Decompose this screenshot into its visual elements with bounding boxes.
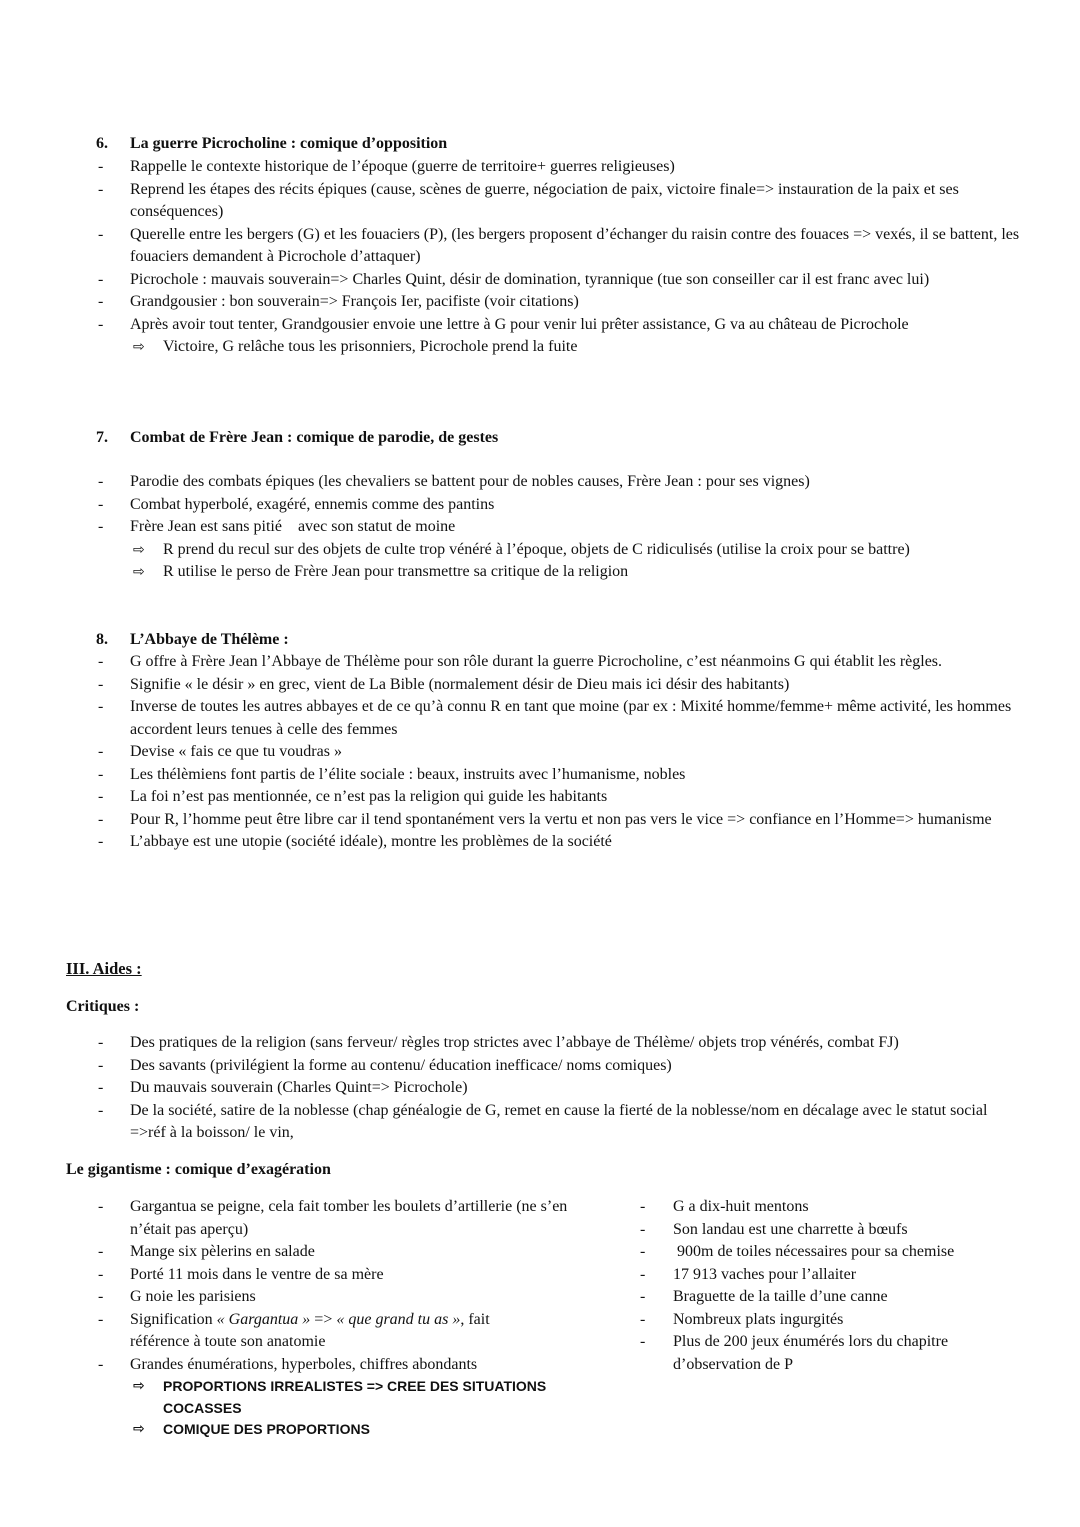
arrow-item: ⇨ R prend du recul sur des objets de culte trop vénéré à l’époque, objets de C ridiculisés (utilise la croix pour se battre) (0, 539, 1023, 562)
aides-heading: III. Aides : (66, 959, 142, 978)
section-number: 8. (96, 631, 108, 648)
arrow-icon: ⇨ (133, 1421, 145, 1437)
list-item: - Reprend les étapes des récits épiques (cause, scènes de guerre, négociation de paix, victoire finale=> instauration de la paix et ses conséquences) (98, 180, 959, 220)
list-item: - Frère Jean est sans pitié avec son statut de moine (98, 518, 456, 535)
list-item: - Mange six pèlerins en salade (98, 1243, 315, 1260)
section-title: L’Abbaye de Thélème : (130, 631, 289, 648)
list-item: - Gargantua se peigne, cela fait tomber les boulets d’artillerie (ne s’en n’était pas aperçu) (98, 1198, 568, 1238)
list-item: - G a dix-huit mentons (640, 1198, 809, 1215)
section-8-list (0, 651, 1020, 854)
list-item: - Rappelle le contexte historique de l’époque (guerre de territoire+ guerres religieuses) (98, 158, 675, 175)
list-item: - Du mauvais souverain (Charles Quint=> Picrochole) (98, 1079, 468, 1096)
arrow-item: ⇨ Victoire, G relâche tous les prisonniers, Picrochole prend la fuite (0, 336, 1023, 359)
list-item: - Querelle entre les bergers (G) et les fouaciers (P), (les bergers proposent d’échanger du raisin contre des fouaces => vexés, il se battent, les fouaciers demandent à Picrochole d’attaquer) (98, 225, 1020, 265)
list-item: - Picrochole : mauvais souverain=> Charles Quint, désir de domination, tyrannique (tue son conseiller car il est franc avec lui) (98, 270, 930, 288)
arrow-item: ⇨ COMIQUE DES PROPORTIONS (0, 1419, 603, 1441)
list-item: - Grandes énumérations, hyperboles, chiffres abondants (98, 1355, 478, 1373)
section-7-list (0, 471, 1023, 584)
arrow-item: ⇨ PROPORTIONS IRREALISTES => CREE DES SITUATIONS COCASSES (133, 1378, 547, 1416)
critiques-list (0, 1032, 1020, 1145)
list-item: - Signifie « le désir » en grec, vient de La Bible (normalement désir de Dieu mais ici désir des habitants) (98, 675, 790, 693)
critiques-heading: Critiques : (66, 998, 140, 1015)
arrow-icon: ⇨ (133, 1378, 145, 1394)
section-title: Combat de Frère Jean : comique de parodie, de gestes (130, 429, 499, 446)
gigantisme-heading: Le gigantisme : comique d’exagération (66, 1161, 331, 1178)
list-item: - 900m de toiles nécessaires pour sa chemise (640, 1243, 955, 1260)
section-title: La guerre Picrocholine : comique d’opposition (130, 135, 448, 152)
gigantisme-left-column (0, 1196, 600, 1441)
list-item: - De la société, satire de la noblesse (chap généalogie de G, remet en cause la fierté de la noblesse/nom en décalage avec le statut social =>réf à la boisson/ le vin, (98, 1101, 988, 1141)
list-item: - Des savants (privilégient la forme au contenu/ éducation inefficace/ noms comiques) (98, 1056, 672, 1074)
list-item: - Combat hyperbolé, exagéré, ennemis comme des pantins (98, 495, 495, 513)
list-item: - G noie les parisiens (98, 1288, 256, 1305)
list-item: - G offre à Frère Jean l’Abbaye de Thélème pour son rôle durant la guerre Picrocholine, c’est néanmoins G qui établit les règles. (98, 653, 943, 670)
list-item: - Inverse de toutes les autres abbayes et de ce qu’à connu R en tant que moine (par ex : Mixité homme/femme+ même activité, les hommes accordent leurs tenues à celle des femmes (98, 698, 1012, 738)
list-item: - Parodie des combats épiques (les chevaliers se battent pour de nobles causes, Frère Jean : pour ses vignes) (98, 473, 810, 490)
section-number: 6. (96, 135, 108, 152)
list-item: - Son landau est une charrette à bœufs (640, 1220, 908, 1238)
arrow-icon: ⇨ (133, 541, 145, 558)
list-item: - Plus de 200 jeux énumérés lors du chapitre d’observation de P (640, 1333, 949, 1373)
arrow-item: ⇨ R utilise le perso de Frère Jean pour transmettre sa critique de la religion (0, 561, 1023, 584)
list-item: - 17 913 vaches pour l’allaiter (640, 1265, 857, 1283)
list-item: - Grandgousier : bon souverain=> François Ier, pacifiste (voir citations) (98, 293, 579, 310)
list-item: - Porté 11 mois dans le ventre de sa mère (98, 1265, 384, 1283)
list-item: - Braguette de la taille d’une canne (640, 1288, 888, 1305)
list-item: - Signification « Gargantua » => « que grand tu as », fait référence à toute son anatomie (98, 1310, 490, 1350)
arrow-icon: ⇨ (133, 564, 145, 580)
list-item: - Nombreux plats ingurgités (640, 1310, 844, 1328)
section-number: 7. (96, 429, 108, 446)
list-item: - Devise « fais ce que tu voudras » (98, 743, 342, 760)
arrow-icon: ⇨ (133, 339, 145, 355)
gigantisme-right-column (600, 1196, 1040, 1376)
list-item: - Après avoir tout tenter, Grandgousier envoie une lettre à G pour venir lui prêter assistance, G va au château de Picrochole (98, 315, 909, 333)
list-item: - Pour R, l’homme peut être libre car il tend spontanément vers la vertu et non pas vers le vice => confiance en l’Homme=> humanisme (98, 810, 992, 828)
section-6-list (0, 156, 1023, 359)
list-item: - L’abbaye est une utopie (société idéale), montre les problèmes de la société (98, 833, 612, 850)
list-item: - Des pratiques de la religion (sans ferveur/ règles trop strictes avec l’abbaye de Thélème/ objets trop vénérés, combat FJ) (98, 1034, 899, 1051)
list-item: - La foi n’est pas mentionnée, ce n’est pas la religion qui guide les habitants (98, 788, 608, 805)
list-item: - Les thélèmiens font partis de l’élite sociale : beaux, instruits avec l’humanisme, nobles (98, 765, 686, 783)
